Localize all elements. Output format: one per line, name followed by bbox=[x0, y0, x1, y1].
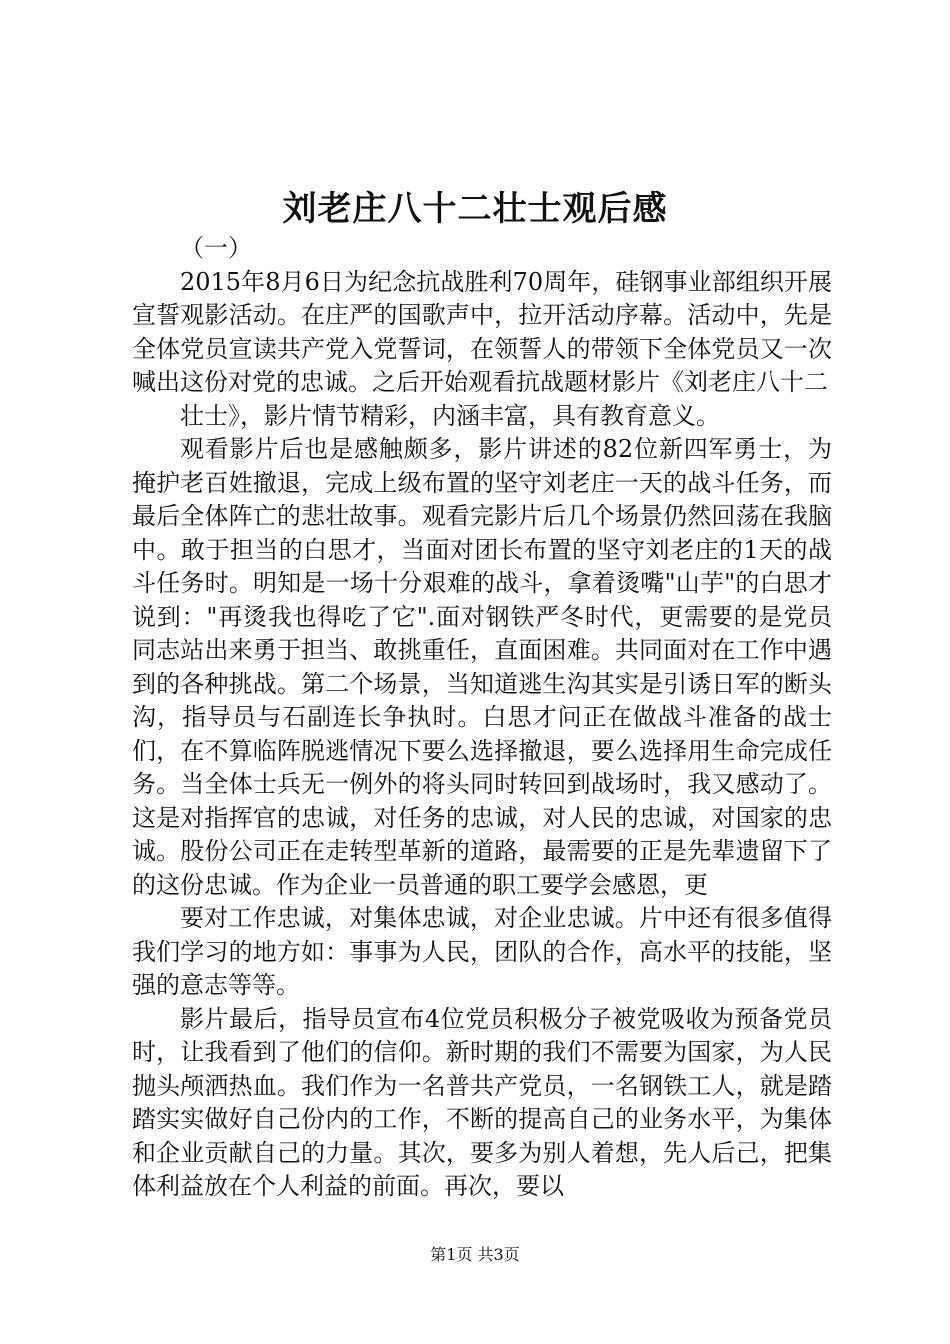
section-marker: （一） bbox=[180, 234, 252, 262]
document-body bbox=[132, 232, 832, 1204]
document-title: 刘老庄八十二壮士观后感 bbox=[282, 189, 668, 229]
paragraph: 壮士》，影片情节精彩，内涵丰富，具有教育意义。 bbox=[180, 401, 720, 430]
page-footer: 第1页 共3页 bbox=[430, 1245, 520, 1264]
paragraph: 影片最后，指导员宣布4位党员积极分子被党吸收为预备党员时，让我看到了他们的信仰。新时期的我们不需要为国家，为人民抛头颅洒热血。我们作为一名普共产党员，一名钢铁工人，就是踏踏实实做好自己份内的工作，不断的提高自己的业务水平，为集体和企业贡献自己的力量。其次，要多为别人着想，先人后己，把集体利益放在个人利益的前面。再次，要以 bbox=[132, 1004, 832, 1200]
paragraph: 观看影片后也是感触颇多，影片讲述的82位新四军勇士，为掩护老百姓撤退，完成上级布置的坚守刘老庄一天的战斗任务，而最后全体阵亡的悲壮故事。观看完影片后几个场景仍然回荡在我脑中。敢于担当的白思才，当面对团长布置的坚守刘老庄的1天的战斗任务时。明知是一场十分艰难的战斗，拿着烫嘴"山芋"的白思才说到："再烫我也得吃了它".面对钢铁严冬时代，更需要的是党员同志站出来勇于担当、敢挑重任，直面困难。共同面对在工作中遇到的各种挑战。第二个场景，当知道逃生沟其实是引诱日军的断头沟，指导员与石副连长争执时。白思才问正在做战斗准备的战士们，在不算临阵脱逃情况下要么选择撤退，要么选择用生命完成任务。当全体士兵无一例外的将头同时转回到战场时，我又感动了。这是对指挥官的忠诚，对任务的忠诚，对人民的忠诚，对国家的忠诚。股份公司正在走转型革新的道路，最需要的正是先辈遗留下了的这份忠诚。作为企业一员普通的职工要学会感恩，更 bbox=[132, 435, 832, 899]
paragraph: 要对工作忠诚，对集体忠诚，对企业忠诚。片中还有很多值得我们学习的地方如：事事为人民，团队的合作，高水平的技能，坚强的意志等等。 bbox=[132, 904, 832, 999]
paragraph: 2015年8月6日为纪念抗战胜利70周年，硅钢事业部组织开展宣誓观影活动。在庄严的国歌声中，拉开活动序幕。活动中，先是全体党员宣读共产党入党誓词，在领誓人的带领下全体党员又一次喊出这份对党的忠诚。之后开始观看抗战题材影片《刘老庄八十二 bbox=[132, 267, 832, 396]
